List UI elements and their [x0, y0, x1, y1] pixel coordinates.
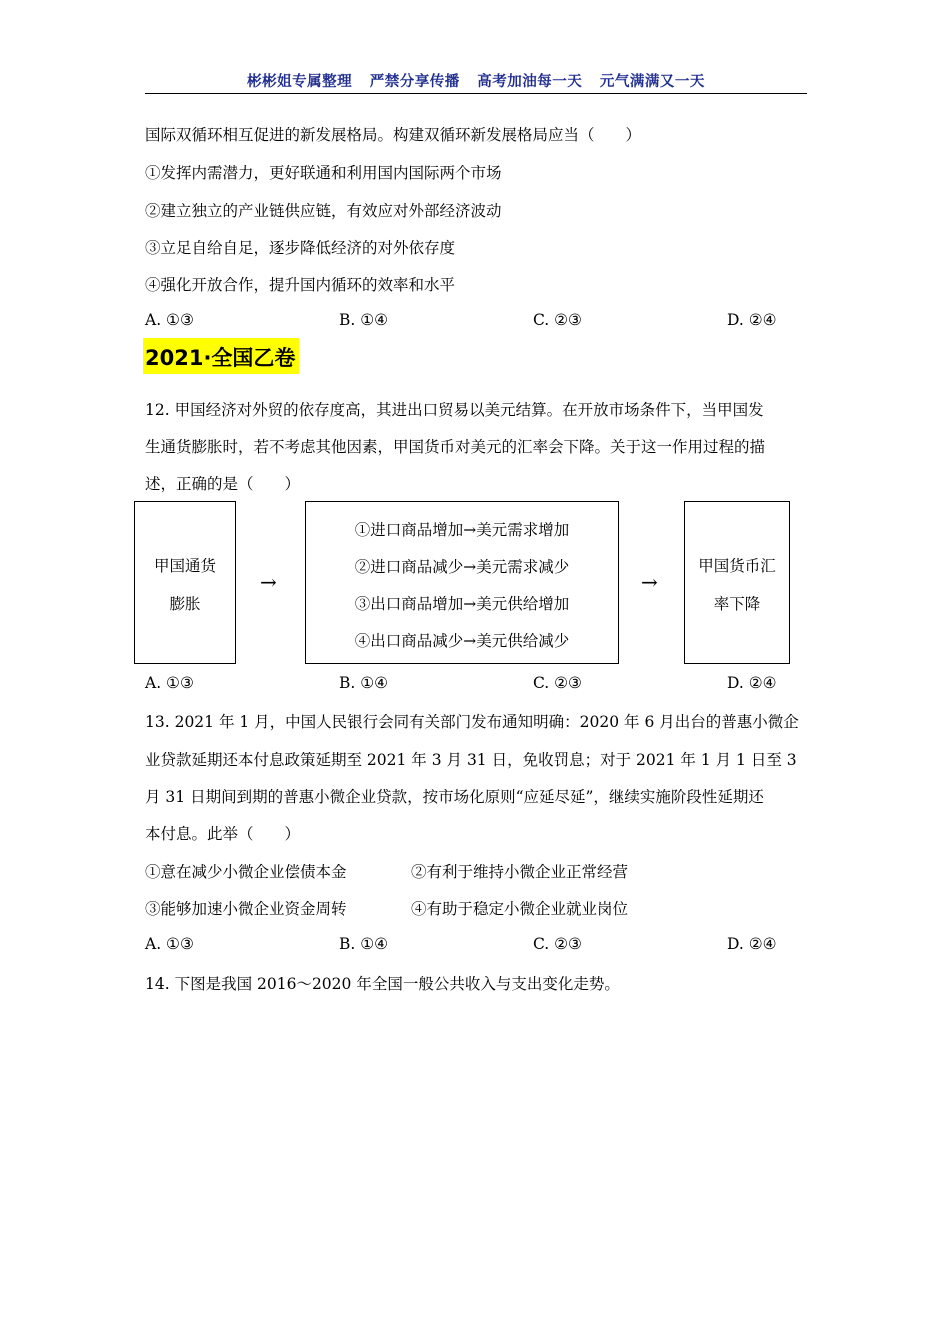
q12-stem-line-1: 12. 甲国经济对外贸的依存度高，其进出口贸易以美元结算。在开放市场条件下，当甲国发 [145, 401, 764, 419]
diagram-arrow-icon: → [641, 570, 658, 594]
diagram-right-line-1: 甲国货币汇 [698, 557, 776, 575]
q14-stem: 14. 下图是我国 2016～2020 年全国一般公共收入与支出变化走势。 [145, 975, 620, 993]
header-part: 严禁分享传播 [369, 73, 460, 90]
diagram-middle-line-2: ②进口商品减少→美元需求减少 [354, 558, 570, 576]
q13-item-2: ②有利于维持小微企业正常经营 [411, 863, 629, 881]
q13-option-c[interactable]: C. ②③ [533, 935, 582, 953]
diagram-middle-line-4: ④出口商品减少→美元供给减少 [354, 632, 570, 650]
q11-item-2: ②建立独立的产业链供应链，有效应对外部经济波动 [145, 202, 502, 220]
q12-option-d[interactable]: D. ②④ [727, 674, 777, 692]
page-header [145, 70, 807, 91]
q11-stem: 国际双循环相互促进的新发展格局。构建双循环新发展格局应当（ ） [145, 126, 642, 144]
q11-option-c[interactable]: C. ②③ [533, 311, 582, 329]
q11-option-b[interactable]: B. ①④ [339, 311, 389, 329]
q13-item-3: ③能够加速小微企业资金周转 [145, 900, 347, 918]
q12-stem-line-3: 述，正确的是（ ） [145, 475, 301, 493]
q11-option-a[interactable]: A. ①③ [145, 311, 194, 329]
q11-item-4: ④强化开放合作，提升国内循环的效率和水平 [145, 276, 456, 294]
diagram-arrow-icon: → [260, 570, 277, 594]
q11-item-1: ①发挥内需潜力，更好联通和利用国内国际两个市场 [145, 164, 502, 182]
header-part: 高考加油每一天 [477, 73, 583, 90]
header-divider [145, 93, 807, 94]
diagram-middle-box [305, 501, 619, 664]
q12-stem-line-2: 生通货膨胀时，若不考虑其他因素，甲国货币对美元的汇率会下降。关于这一作用过程的描 [145, 438, 766, 456]
q12-option-c[interactable]: C. ②③ [533, 674, 582, 692]
q13-option-b[interactable]: B. ①④ [339, 935, 389, 953]
diagram-left-line-2: 膨胀 [169, 595, 201, 613]
q13-stem-line-2: 业贷款延期还本付息政策延期至 2021 年 3 月 31 日，免收罚息；对于 2021 年 1 月 1 日至 3 [145, 751, 797, 769]
diagram-right-box [684, 501, 790, 664]
header-part: 彬彬姐专属整理 [247, 73, 353, 90]
q13-item-1: ①意在减少小微企业偿债本金 [145, 863, 347, 881]
q13-option-a[interactable]: A. ①③ [145, 935, 194, 953]
diagram-left-box [134, 501, 236, 664]
section-label: 2021·全国乙卷 [143, 338, 299, 374]
q11-item-3: ③立足自给自足，逐步降低经济的对外依存度 [145, 239, 456, 257]
q12-option-a[interactable]: A. ①③ [145, 674, 194, 692]
q12-option-b[interactable]: B. ①④ [339, 674, 389, 692]
header-part: 元气满满又一天 [599, 73, 705, 90]
q13-item-4: ④有助于稳定小微企业就业岗位 [411, 900, 629, 918]
diagram-middle-line-1: ①进口商品增加→美元需求增加 [354, 521, 570, 539]
q13-stem-line-3: 月 31 日期间到期的普惠小微企业贷款，按市场化原则“应延尽延”，继续实施阶段性延期还 [145, 788, 764, 806]
diagram-middle-line-3: ③出口商品增加→美元供给增加 [354, 595, 570, 613]
diagram-right-line-2: 率下降 [713, 595, 761, 613]
q13-option-d[interactable]: D. ②④ [727, 935, 777, 953]
q11-option-d[interactable]: D. ②④ [727, 311, 777, 329]
q13-stem-line-4: 本付息。此举（ ） [145, 825, 301, 843]
diagram-left-line-1: 甲国通货 [153, 557, 216, 575]
q13-stem-line-1: 13. 2021 年 1 月，中国人民银行会同有关部门发布通知明确：2020 年 6 月出台的普惠小微企 [145, 713, 799, 731]
